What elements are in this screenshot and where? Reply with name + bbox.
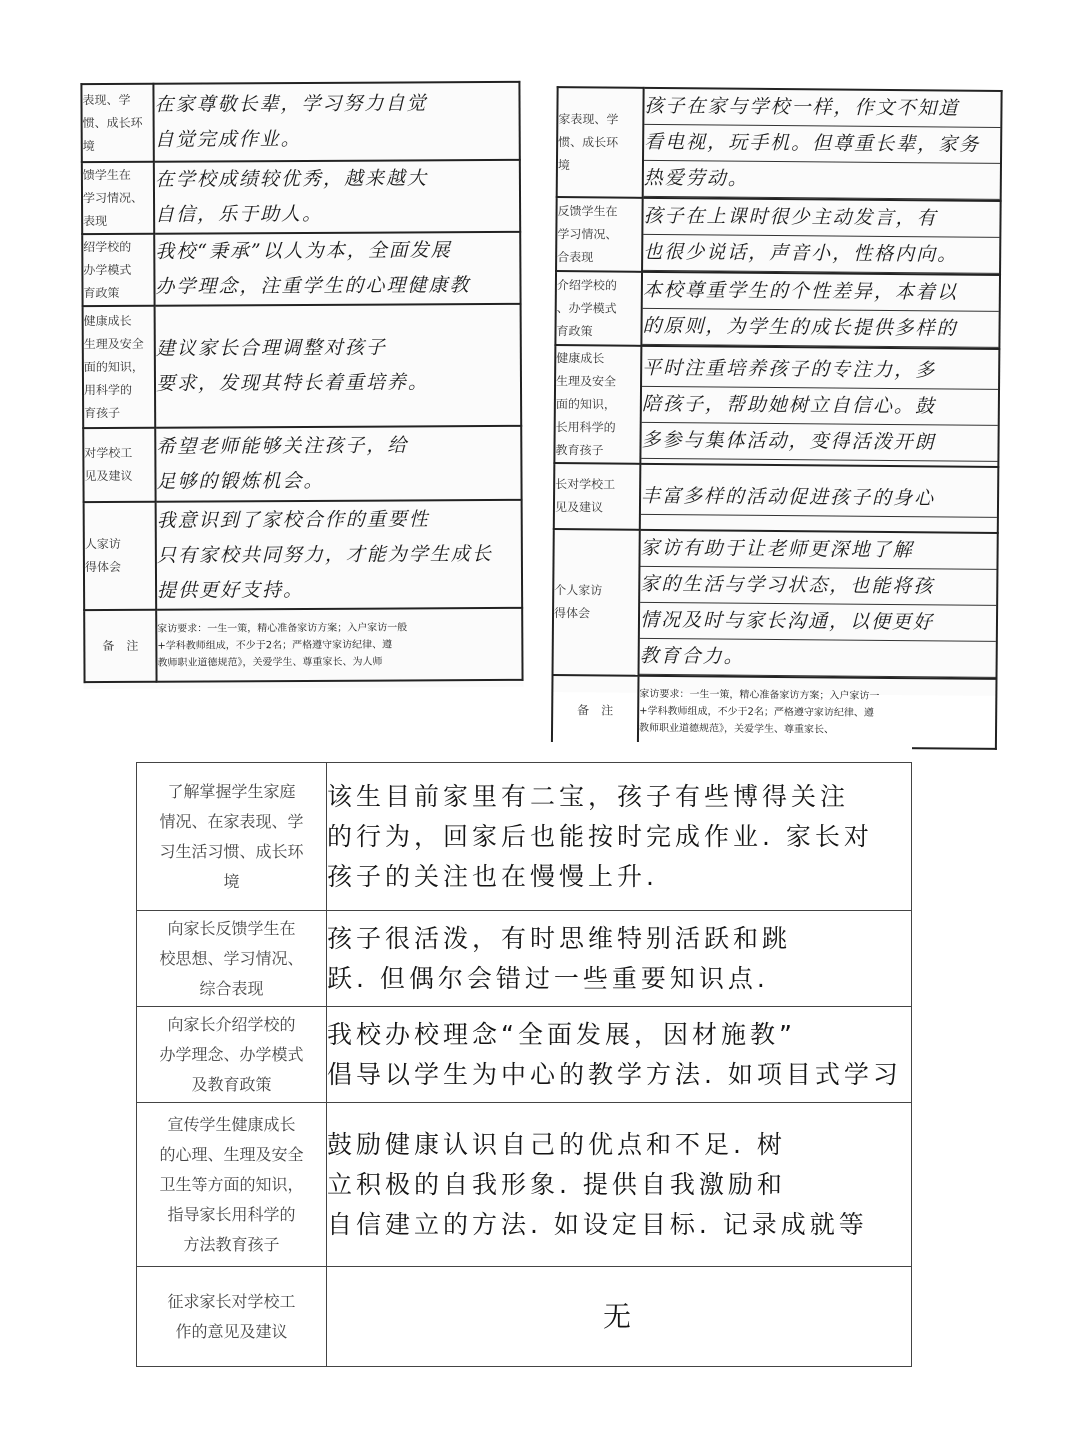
- handwritten-line: 提供更好支持。: [157, 578, 305, 602]
- row-label-line: 方法教育孩子: [183, 1234, 280, 1254]
- handwritten-answer: [327, 1267, 912, 1367]
- row-label: [137, 1007, 327, 1103]
- handwritten-line: 立积极的自我形象. 提供自我激励和: [327, 1169, 786, 1199]
- handwritten-answer: [643, 88, 1002, 201]
- handwritten-answer: [327, 1103, 912, 1267]
- row-label-line: 宣传学生健康成长: [167, 1114, 296, 1134]
- handwritten-answer: [640, 346, 999, 467]
- handwritten-line: 我校办校理念“全面发展，因材施教”: [327, 1019, 796, 1049]
- row-label-line: 校思想、学习情况、: [159, 948, 304, 968]
- row-label-line: 健康成长: [556, 350, 605, 365]
- form-row: [555, 271, 1000, 349]
- handwritten-line: 自信建立的方法. 如设定目标. 记录成就等: [327, 1209, 868, 1239]
- row-label-line: 办学模式: [83, 262, 132, 277]
- row-label-line: 、办学模式: [556, 300, 617, 316]
- row-label-line: 境: [223, 871, 240, 891]
- handwritten-line: 办学理念，注重学生的心理健康教: [155, 274, 471, 298]
- row-label: [553, 529, 640, 676]
- row-label-line: 表现: [83, 213, 108, 228]
- row-label-line: 教育孩子: [555, 442, 604, 457]
- row-label-line: 生理及安全: [83, 336, 144, 351]
- note-label: 备 注: [552, 675, 639, 746]
- handwritten-line: 要求，发现其特长着重培养。: [155, 371, 430, 395]
- row-label: [137, 763, 327, 911]
- note-row: [552, 675, 997, 749]
- row-label-line: 长用科学的: [555, 419, 616, 435]
- row-label-line: 指导家长用科学的: [167, 1204, 296, 1224]
- row-label-line: 见及建议: [554, 500, 604, 515]
- handwritten-line: 倡导以学生为中心的教学方法. 如项目式学习: [327, 1059, 902, 1089]
- row-label-line: 学习情况、: [82, 190, 144, 205]
- row-label: [555, 271, 642, 346]
- form-row: [137, 1103, 912, 1267]
- handwritten-line: 我校“秉承”以人为本，全面发展: [155, 239, 452, 263]
- row-label-line: 表现、学: [82, 92, 131, 107]
- handwritten-line: 我意识到了家校合作的重要性: [156, 507, 430, 532]
- handwritten-line: 该生目前家里有二宝，孩子有些博得关注: [327, 781, 850, 811]
- row-label-line: 反馈学生在: [557, 203, 618, 219]
- row-label-line: 境: [557, 157, 571, 172]
- row-label-line: 对学校工: [84, 445, 133, 461]
- row-label-line: 用科学的: [83, 382, 133, 397]
- handwritten-answer: [640, 464, 999, 533]
- handwritten-answer: [155, 304, 522, 428]
- row-label: [556, 197, 643, 272]
- scan-panel-c: [136, 742, 912, 1354]
- visit-requirements-note: [156, 608, 522, 682]
- handwritten-line: 希望老师能够关注孩子，给: [156, 434, 409, 458]
- row-label-line: 面的知识，: [83, 359, 144, 374]
- handwritten-line: 教育合力。: [640, 639, 996, 678]
- row-label-line: 家表现、学: [558, 111, 619, 127]
- handwritten-answer: [155, 426, 521, 502]
- handwritten-line: 的原则，为学生的成长提供多样的: [642, 309, 998, 348]
- row-label: [137, 1103, 327, 1267]
- handwritten-line: 孩子的关注也在慢慢上升.: [327, 861, 658, 891]
- visit-form-table-b: [551, 86, 1003, 750]
- form-row: [81, 82, 519, 162]
- row-label: [557, 87, 644, 198]
- row-label-line: 向家长介绍学校的: [167, 1014, 296, 1034]
- row-label-line: 个人家访: [554, 583, 603, 598]
- row-label-line: 学习情况、: [557, 226, 618, 242]
- row-label-line: 惯、成长环: [82, 115, 143, 130]
- form-row: [83, 304, 522, 428]
- row-label-line: 情况、在家表现、学: [159, 811, 304, 831]
- handwritten-line: 平时注重培养孩子的专注力，多: [642, 351, 998, 390]
- handwritten-answer: [639, 530, 998, 679]
- row-label-line: 馈学生在: [82, 167, 131, 182]
- handwritten-line: 陪孩子，帮助她树立自信心。鼓: [642, 387, 998, 426]
- note-line: 家访要求：一生一策，精心准备家访方案；入户家访一: [639, 688, 880, 702]
- row-label-line: 向家长反馈学生在: [167, 918, 296, 938]
- handwritten-answer: [154, 160, 520, 234]
- row-label: [82, 162, 154, 234]
- handwritten-line: 热爱劳动。: [644, 161, 1000, 200]
- form-row: [554, 463, 999, 533]
- handwritten-line: 在学校成绩较优秀，越来越大: [154, 167, 428, 191]
- handwritten-line: 本校尊重学生的个性差异，本着以: [643, 273, 999, 312]
- note-line: +学科教师组成，不少于2名；严格遵守家访纪律、遵: [639, 705, 874, 719]
- cut-off-top-row: [136, 742, 912, 762]
- row-label: [82, 234, 154, 306]
- row-label-line: 育孩子: [84, 405, 121, 420]
- form-row: [554, 345, 999, 467]
- form-row: [82, 160, 520, 234]
- note-row: [84, 608, 522, 682]
- form-row: [82, 232, 520, 306]
- row-label-line: 面的知识，: [555, 396, 616, 412]
- handwritten-line: 足够的锻炼机会。: [156, 469, 325, 493]
- handwritten-line: 也很少说话，声音小，性格内向。: [643, 235, 999, 274]
- handwritten-line: 孩子很活泼，有时思维特别活跃和跳: [327, 923, 792, 953]
- row-label-line: 办学理念、办学模式: [159, 1044, 304, 1064]
- note-line: +学科教师组成，不少于2名；严格遵守家访纪律、遵: [157, 639, 393, 652]
- row-label-line: 征求家长对学校工: [167, 1291, 296, 1311]
- row-label: [84, 502, 157, 610]
- row-label-line: 育政策: [83, 285, 120, 300]
- handwritten-answer: [154, 232, 520, 306]
- scan-panel-b: [551, 86, 1002, 736]
- row-label: [554, 463, 641, 530]
- note-line: 家访要求：一生一策，精心准备家访方案；入户家访一般: [157, 621, 408, 635]
- handwritten-line: 无: [602, 1299, 635, 1333]
- handwritten-line: 孩子在家与学校一样，作文不知道: [644, 89, 1000, 128]
- handwritten-line: 情况及时与家长沟通，以便更好: [640, 603, 996, 642]
- row-label-line: 作的意见及建议: [175, 1321, 288, 1341]
- handwritten-line: 只有家校共同努力，才能为学生成长: [156, 542, 493, 567]
- scan-panel-a: [80, 81, 523, 689]
- form-row: [557, 87, 1002, 201]
- handwritten-line: 的行为，回家后也能按时完成作业. 家长对: [327, 821, 873, 851]
- row-label-line: 境: [82, 138, 95, 153]
- row-label: [83, 306, 156, 428]
- handwritten-answer: [327, 1007, 912, 1103]
- handwritten-line: 家访有助于让老师更深地了解: [640, 531, 996, 570]
- row-label: [554, 345, 641, 464]
- visit-form-table-c: [136, 762, 912, 1367]
- handwritten-line: 孩子在上课时很少主动发言，有: [643, 199, 999, 238]
- handwritten-line: 建议家长合理调整对孩子: [155, 336, 387, 360]
- note-line: 教师职业道德规范》，关爱学生、尊重家长、为人师: [157, 656, 383, 669]
- row-label-line: 习生活习惯、成长环: [159, 841, 304, 861]
- row-label: [137, 911, 327, 1007]
- row-label-line: 卫生等方面的知识，: [159, 1174, 304, 1194]
- handwritten-line: 跃. 但偶尔会错过一些重要知识点.: [327, 963, 769, 993]
- row-label-line: 育政策: [556, 323, 593, 338]
- handwritten-line: 自觉完成作业。: [154, 127, 302, 151]
- handwritten-line: 丰富多样的活动促进孩子的身心: [641, 479, 997, 518]
- row-label: [83, 428, 155, 502]
- form-row: [137, 1267, 912, 1367]
- row-label-line: 介绍学校的: [556, 277, 617, 293]
- row-label-line: 惯、成长环: [558, 134, 619, 150]
- note-label: 备 注: [84, 610, 156, 682]
- note-line: 教师职业道德规范》，关爱学生、尊重家长、: [639, 722, 835, 736]
- row-label: [81, 84, 153, 162]
- row-label-line: 及教育政策: [191, 1074, 272, 1094]
- visit-form-table-a: [80, 81, 523, 683]
- handwritten-line: 在家尊敬长辈，学习努力自觉: [154, 92, 428, 116]
- row-label-line: 得体会: [84, 559, 122, 575]
- row-label-line: 得体会: [553, 606, 591, 621]
- row-label-line: 合表现: [557, 249, 594, 264]
- row-label-line: 了解掌握学生家庭: [167, 781, 296, 801]
- row-label-line: 长对学校工: [555, 477, 616, 492]
- handwritten-answer: [327, 911, 912, 1007]
- row-label-line: 人家访: [84, 536, 121, 552]
- handwritten-line: 看电视，玩手机。但尊重长辈，家务: [644, 125, 1000, 164]
- form-row: [83, 426, 521, 502]
- row-label-line: 综合表现: [199, 978, 264, 998]
- form-row: [137, 1007, 912, 1103]
- row-label-line: 见及建议: [84, 468, 133, 484]
- form-row: [137, 763, 912, 911]
- form-row: [84, 500, 523, 610]
- handwritten-answer: [153, 82, 519, 162]
- row-label-line: 的心理、生理及安全: [159, 1144, 304, 1164]
- handwritten-answer: [642, 198, 1001, 275]
- visit-requirements-note: [638, 676, 997, 749]
- form-row: [553, 529, 998, 679]
- handwritten-answer: [327, 763, 912, 911]
- row-label-line: 健康成长: [83, 313, 132, 328]
- row-label-line: 绍学校的: [83, 239, 132, 254]
- row-label: [137, 1267, 327, 1367]
- handwritten-answer: [156, 500, 523, 610]
- handwritten-line: 自信，乐于助人。: [155, 202, 324, 226]
- handwritten-line: 鼓励健康认识自己的优点和不足. 树: [327, 1129, 786, 1159]
- form-row: [137, 911, 912, 1007]
- handwritten-line: 多参与集体活动，变得活泼开朗: [641, 423, 997, 462]
- handwritten-answer: [641, 272, 1000, 349]
- row-label-line: 生理及安全: [556, 373, 617, 389]
- form-row: [556, 197, 1001, 275]
- handwritten-line: 家的生活与学习状态，也能将孩: [640, 567, 996, 606]
